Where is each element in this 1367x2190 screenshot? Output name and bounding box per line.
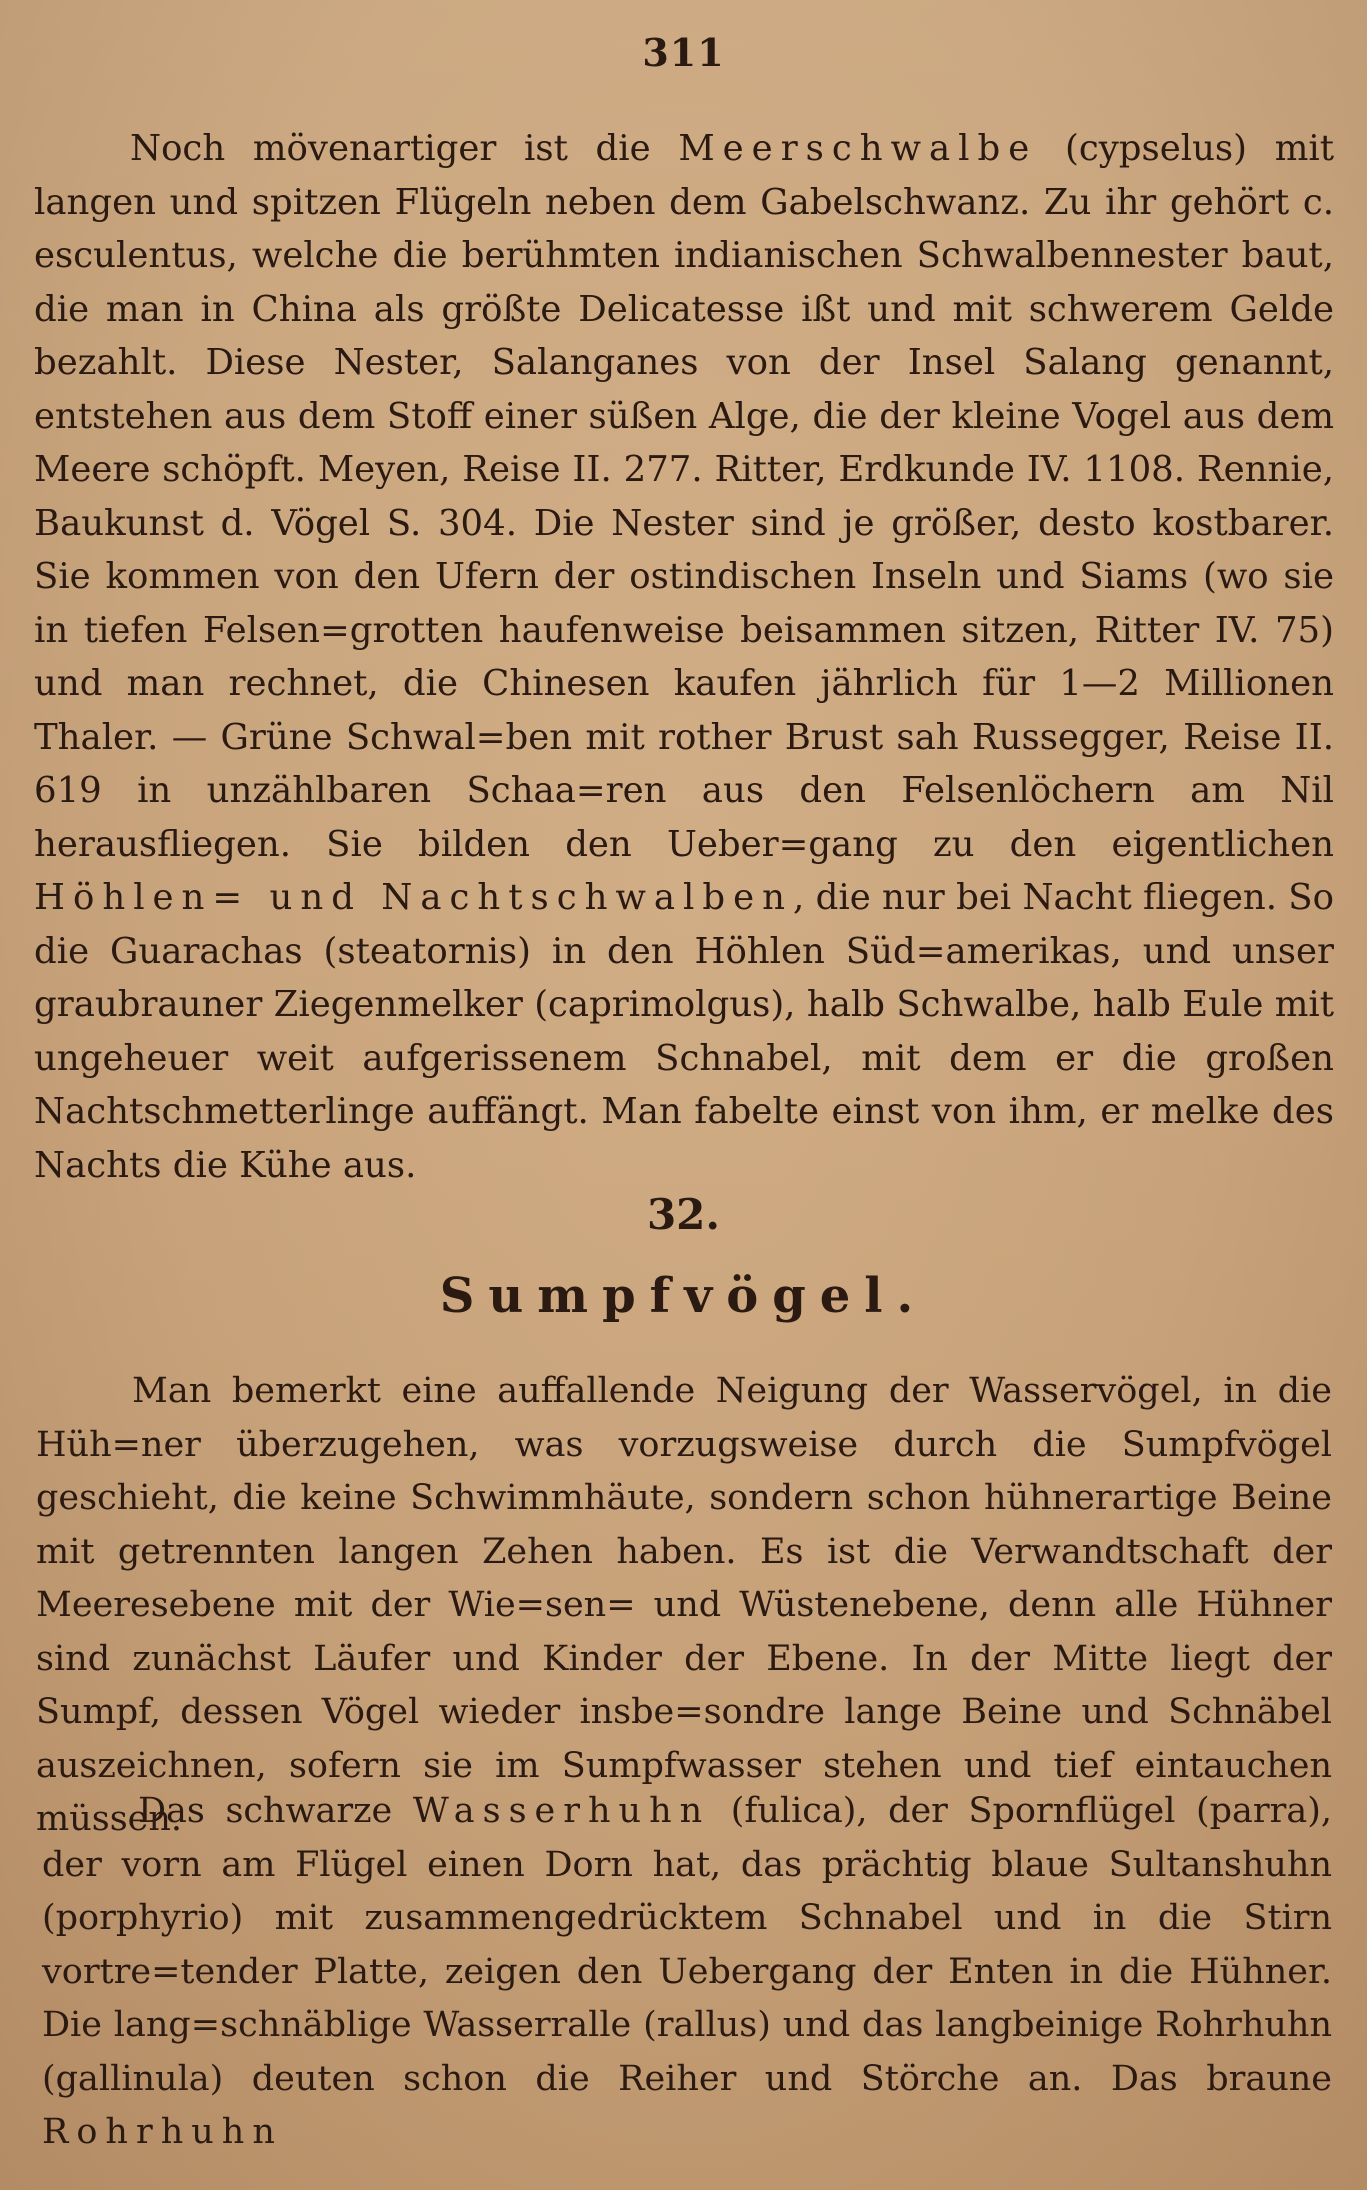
page-number: 311 [642,30,725,75]
section-number: 32. [646,1190,721,1239]
term-rohrhuhn: Rohrhuhn [42,2112,283,2152]
paragraph-1-end: , die nur bei Nacht fliegen. So die Guarachas (steatornis) in den Höhlen Süd=amerikas, und unser graubrauner Ziegenmelker (caprimolgus), halb Schwalbe, halb Eule mit ungeheuer weit aufgerissenem Schnabel, mit dem er die großen Nachtschmetterlinge auffängt. Man fabelte einst von ihm, er melke des Nachts die Kühe aus. [34,877,1334,1186]
term-wasserhuhn: Wasserhuhn [412,1791,711,1831]
paragraph-3 [42,1785,1332,2160]
paragraph-3-middle: (fulica), der Spornflügel (parra), der vorn am Flügel einen Dorn hat, das prächtig blaue Sultanshuhn (porphyrio) mit zusammengedrücktem Schnabel und in die Stirn vortre=tender Platte, zeigen den Uebergang der Enten in die Hühner. Die lang=schnäblige Wasserralle (rallus) und das langbeinige Rohrhuhn (gallinula) deuten schon die Reiher und Störche an. Das braune [42,1791,1332,2099]
paragraph-wasserhuhn [42,1785,1332,2160]
term-meerschwalbe: Meerschwalbe [678,128,1038,169]
paragraph-1 [34,122,1334,1192]
paragraph-1-start: Noch mövenartiger ist die [130,128,679,169]
paragraph-3-start: Das schwarze [138,1791,413,1831]
paragraph-1-middle: (cypselus) mit langen und spitzen Flügeln neben dem Gabelschwanz. Zu ihr gehört c. esculentus, welche die berühmten indianischen Schwalbennester baut, die man in China als größte Delicatesse ißt und mit schwerem Gelde bezahlt. Diese Nester, Salanganes von der Insel Salang genannt, entstehen aus dem Stoff einer süßen Alge, die der kleine Vogel aus dem Meere schöpft. Meyen, Reise II. 277. Ritter, Erdkunde IV. 1108. Rennie, Baukunst d. Vögel S. 304. Die Nester sind je größer, desto kostbarer. Sie kommen von den Ufern der ostindischen Inseln und Siams (wo sie in tiefen Felsen=grotten haufenweise beisammen sitzen, Ritter IV. 75) und man rechnet, die Chinesen kaufen jährlich für 1—2 Millionen Thaler. — Grüne Schwal=ben mit rother Brust sah Russegger, Reise II. 619 in unzählbaren Schaa=ren aus den Felsenlöchern am Nil herausfliegen. Sie bilden den Ueber=gang zu den eigentlichen [34,128,1334,865]
section-title: Sumpfvögel. [439,1268,928,1324]
paragraph-sumpfvoegel [36,1365,1332,1847]
paragraph-2: Man bemerkt eine auffallende Neigung der Wasservögel, in die Hüh=ner überzugehen, was vorzugsweise durch die Sumpfvögel geschieht, die keine Schwimmhäute, sondern schon hühnerartige Beine mit getrennten langen Zehen haben. Es ist die Verwandtschaft der Meeresebene mit der Wie=sen= und Wüstenebene, denn alle Hühner sind zunächst Läufer und Kinder der Ebene. In der Mitte liegt der Sumpf, dessen Vögel wieder insbe=sondre lange Beine und Schnäbel auszeichnen, sofern sie im Sumpfwasser stehen und tief eintauchen müssen. [36,1371,1332,1839]
term-hoehlen-nachtschwalben: Höhlen= und Nachtschwalben [34,877,793,918]
paragraph-meerschwalbe [34,122,1334,1192]
